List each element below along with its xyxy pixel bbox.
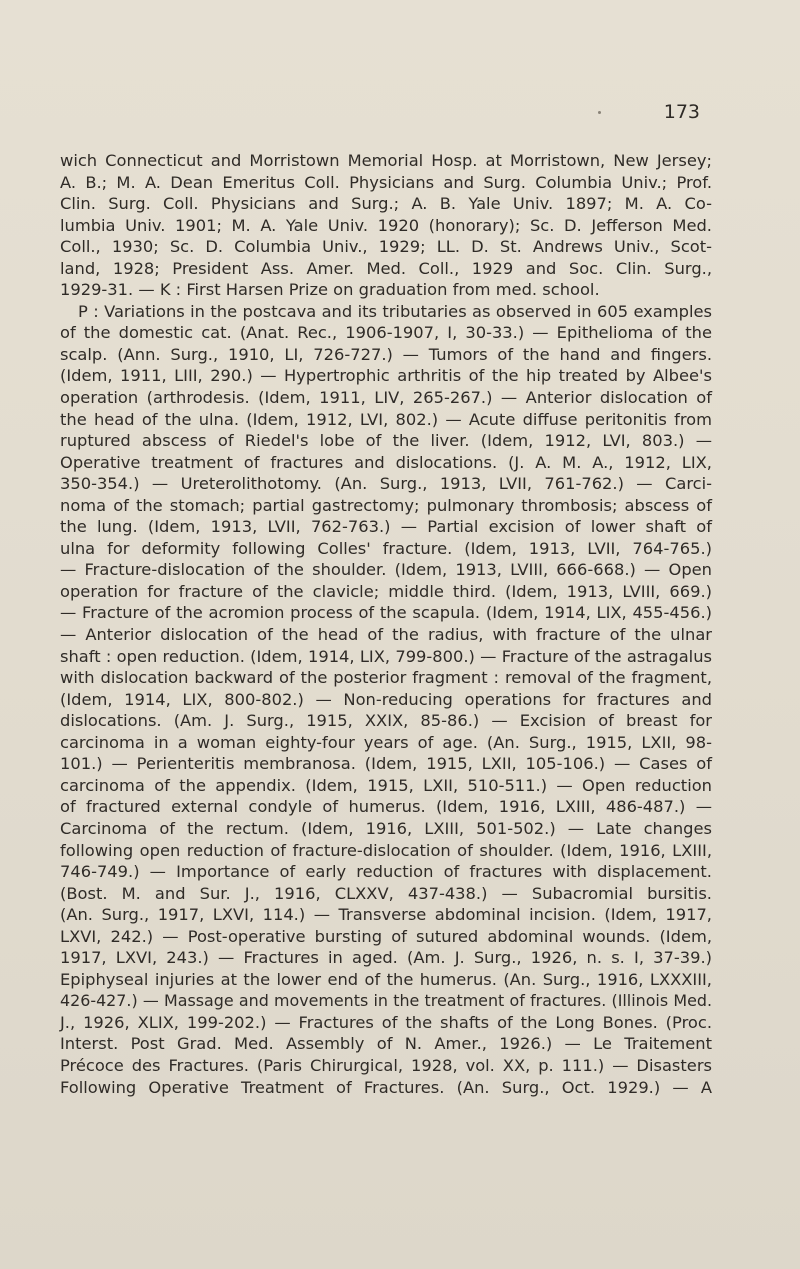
body-text bbox=[60, 150, 712, 1098]
text-line: (Bost. M. and Sur. J., 1916, CLXXV, 437-438.) — Subacromial bursitis. bbox=[60, 883, 712, 903]
text-line: scalp. (Ann. Surg., 1910, LI, 726-727.) — Tumors of the hand and fingers. bbox=[60, 344, 712, 364]
text-line: A. B.; M. A. Dean Emeritus Coll. Physicians and Surg. Columbia Univ.; Prof. bbox=[60, 172, 712, 192]
text-line: Coll., 1930; Sc. D. Columbia Univ., 1929; LL. D. St. Andrews Univ., Scot- bbox=[60, 237, 712, 257]
text-line: P : Variations in the postcava and its tributaries as observed in 605 examples bbox=[78, 301, 712, 321]
text-line: 1929-31. — K : First Harsen Prize on graduation from med. school. bbox=[60, 280, 600, 300]
text-line: of fractured external condyle of humerus. (Idem, 1916, LXIII, 486-487.) — bbox=[60, 797, 712, 817]
text-line: (Idem, 1911, LIII, 290.) — Hypertrophic arthritis of the hip treated by Albee's bbox=[60, 366, 712, 386]
text-line: 746-749.) — Importance of early reduction of fractures with displacement. bbox=[60, 862, 712, 882]
text-line: Following Operative Treatment of Fractures. (An. Surg., Oct. 1929.) — A bbox=[60, 1077, 712, 1097]
text-line: J., 1926, XLIX, 199-202.) — Fractures of the shafts of the Long Bones. (Proc. bbox=[60, 1012, 712, 1032]
text-line: shaft : open reduction. (Idem, 1914, LIX, 799-800.) — Fracture of the astragalus bbox=[60, 646, 712, 666]
text-line: carcinoma in a woman eighty-four years of age. (An. Surg., 1915, LXII, 98- bbox=[60, 732, 712, 752]
page-number: 173 bbox=[663, 101, 700, 123]
text-line: land, 1928; President Ass. Amer. Med. Coll., 1929 and Soc. Clin. Surg., bbox=[60, 258, 712, 278]
text-line: following open reduction of fracture-dislocation of shoulder. (Idem, 1916, LXIII, bbox=[60, 840, 712, 860]
text-line: Operative treatment of fractures and dislocations. (J. A. M. A., 1912, LIX, bbox=[60, 452, 712, 472]
text-line: lumbia Univ. 1901; M. A. Yale Univ. 1920 (honorary); Sc. D. Jefferson Med. bbox=[60, 215, 712, 235]
text-line: of the domestic cat. (Anat. Rec., 1906-1907, I, 30-33.) — Epithelioma of the bbox=[60, 323, 712, 343]
text-line: Carcinoma of the rectum. (Idem, 1916, LXIII, 501-502.) — Late changes bbox=[60, 818, 712, 838]
text-line: Interst. Post Grad. Med. Assembly of N. Amer., 1926.) — Le Traitement bbox=[60, 1034, 712, 1054]
text-line: with dislocation backward of the posterior fragment : removal of the fragment, bbox=[60, 668, 712, 688]
text-line: 101.) — Perienteritis membranosa. (Idem, 1915, LXII, 105-106.) — Cases of bbox=[60, 754, 712, 774]
text-line: — Fracture-dislocation of the shoulder. (Idem, 1913, LVIII, 666-668.) — Open bbox=[60, 560, 712, 580]
text-line: carcinoma of the appendix. (Idem, 1915, LXII, 510-511.) — Open reduction bbox=[60, 775, 712, 795]
text-line: 1917, LXVI, 243.) — Fractures in aged. (Am. J. Surg., 1926, n. s. I, 37-39.) bbox=[60, 948, 712, 968]
text-line: Clin. Surg. Coll. Physicians and Surg.; A. B. Yale Univ. 1897; M. A. Co- bbox=[60, 194, 712, 214]
text-line: Epiphyseal injuries at the lower end of the humerus. (An. Surg., 1916, LXXXIII, bbox=[60, 969, 712, 989]
text-line: — Fracture of the acromion process of the scapula. (Idem, 1914, LIX, 455-456.) bbox=[60, 603, 712, 623]
text-line: the lung. (Idem, 1913, LVII, 762-763.) — Partial excision of lower shaft of bbox=[60, 517, 712, 537]
text-line: operation for fracture of the clavicle; middle third. (Idem, 1913, LVIII, 669.) bbox=[60, 581, 712, 601]
text-line: wich Connecticut and Morristown Memorial Hosp. at Morristown, New Jersey; bbox=[60, 151, 712, 170]
text-line: 350-354.) — Ureterolithotomy. (An. Surg., 1913, LVII, 761-762.) — Carci- bbox=[60, 474, 712, 494]
text-line: (An. Surg., 1917, LXVI, 114.) — Transverse abdominal incision. (Idem, 1917, bbox=[60, 905, 712, 925]
text-line: ulna for deformity following Colles' fracture. (Idem, 1913, LVII, 764-765.) bbox=[60, 538, 712, 558]
speck-mark bbox=[598, 111, 601, 114]
text-line: LXVI, 242.) — Post-operative bursting of sutured abdominal wounds. (Idem, bbox=[60, 926, 712, 946]
text-line: — Anterior dislocation of the head of the radius, with fracture of the ulnar bbox=[60, 625, 712, 645]
text-line: noma of the stomach; partial gastrectomy; pulmonary thrombosis; abscess of bbox=[60, 495, 712, 515]
text-line: the head of the ulna. (Idem, 1912, LVI, 802.) — Acute diffuse peritonitis from bbox=[60, 409, 712, 429]
text-line: ruptured abscess of Riedel's lobe of the liver. (Idem, 1912, LVI, 803.) — bbox=[60, 431, 712, 451]
text-line: operation (arthrodesis. (Idem, 1911, LIV, 265-267.) — Anterior dislocation of bbox=[60, 388, 712, 408]
text-line: 426-427.) — Massage and movements in the treatment of fractures. (Illinois Med. bbox=[60, 991, 712, 1011]
text-line: dislocations. (Am. J. Surg., 1915, XXIX, 85-86.) — Excision of breast for bbox=[60, 711, 712, 731]
text-line: Précoce des Fractures. (Paris Chirurgical, 1928, vol. XX, p. 111.) — Disasters bbox=[60, 1055, 712, 1075]
text-line: (Idem, 1914, LIX, 800-802.) — Non-reducing operations for fractures and bbox=[60, 689, 712, 709]
